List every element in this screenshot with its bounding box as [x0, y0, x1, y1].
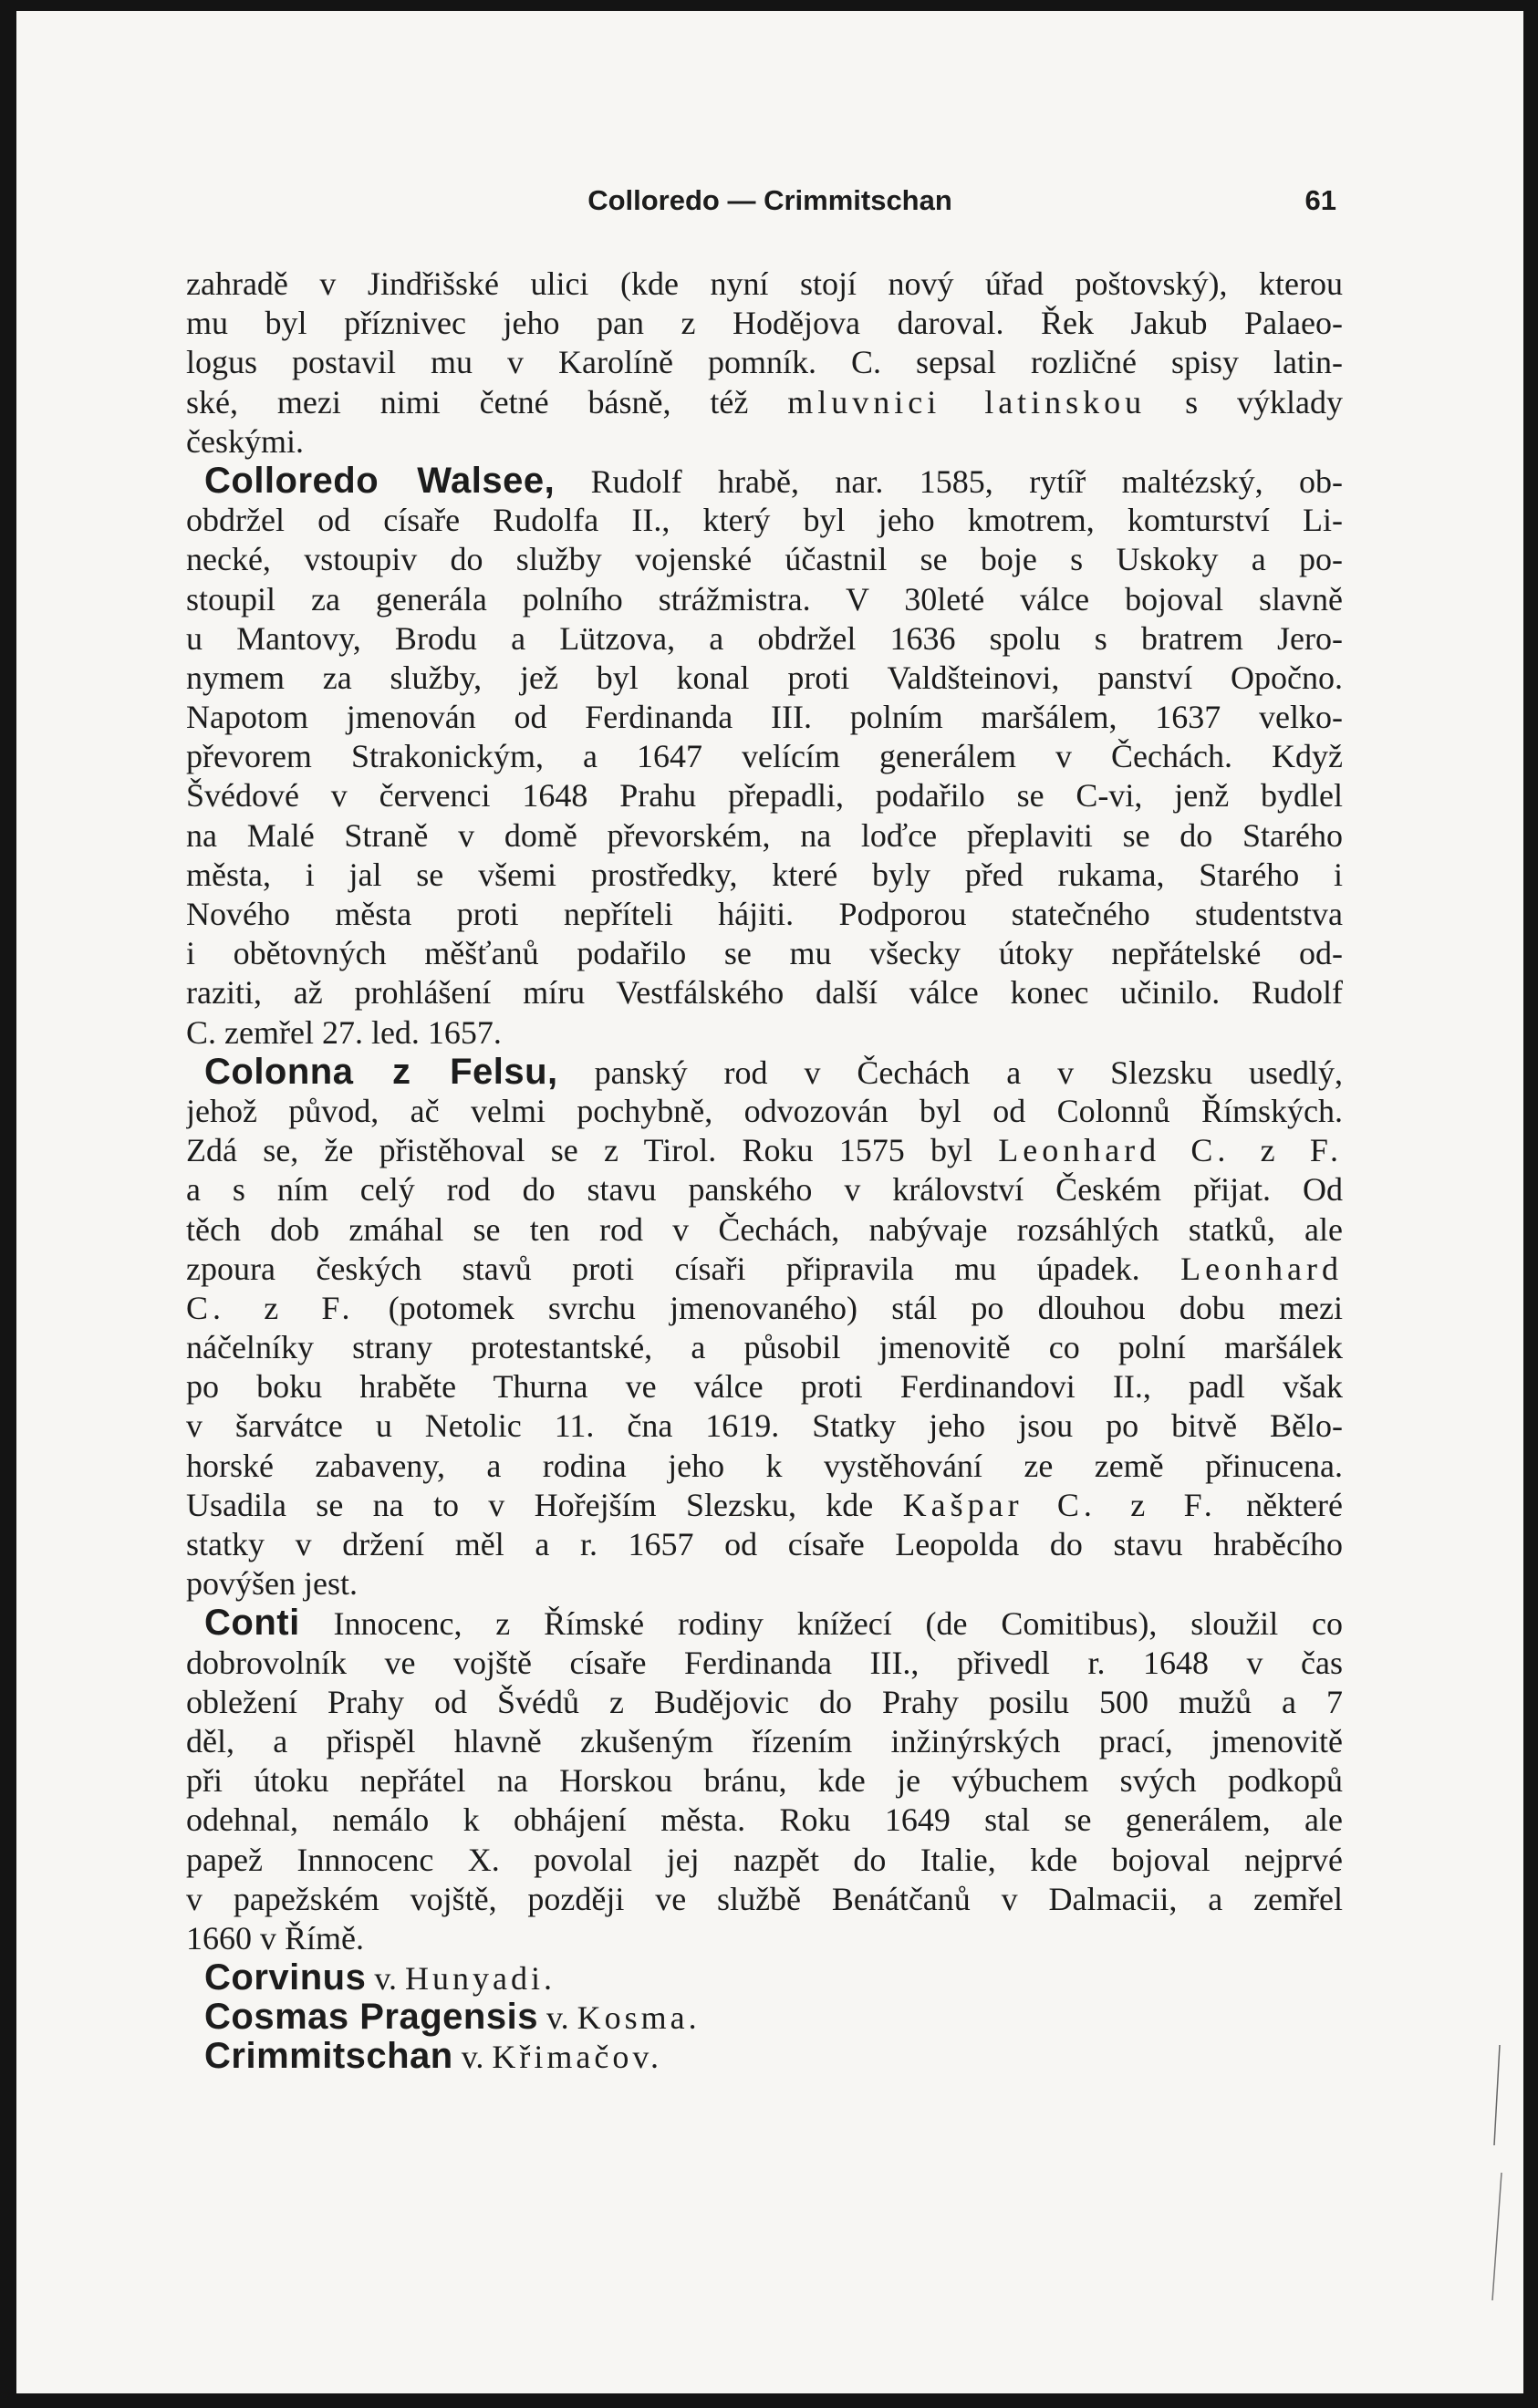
text-line: v papežském vojště, později ve službě Benátčanů v Dalmacii, a zemřel: [186, 1880, 1343, 1917]
text-line: logus postavil mu v Karolíně pomník. C. sepsal rozličné spisy latin-: [186, 344, 1343, 381]
text-line: statky v držení měl a r. 1657 od císaře Leopolda do stavu hraběcího: [186, 1526, 1343, 1562]
text-line: Švédové v červenci 1648 Prahu přepadli, podařilo se C-vi, jenž bydlel: [186, 777, 1343, 815]
text-line: obležení Prahy od Švédů z Budějovic do Prahy posilu 500 mužů a 7: [186, 1683, 1343, 1720]
text-line: zpoura českých stavů proti císaři připravila mu úpadek. Leonhard: [186, 1250, 1343, 1287]
entry-colonna: Colonna z Felsu, panský rod v Čechách a v Slezsku usedlý,: [204, 1052, 1343, 1092]
headword: Cosmas Pragensis: [204, 1998, 538, 2038]
text-line: dobrovolník ve vojště císaře Ferdinanda III., přivedl r. 1648 v čas: [186, 1644, 1343, 1681]
headword: Colloredo Walsee,: [204, 461, 556, 501]
text-line: stoupil za generála polního strážmistra. V 30leté válce bojoval slavně: [186, 580, 1343, 618]
text-line: 1660 v Římě.: [186, 1919, 364, 1956]
book-page: [16, 11, 1523, 2393]
entry-cosmas: Cosmas Pragensis v. Kosma.: [204, 1998, 701, 2038]
page-header: [16, 184, 1523, 230]
text-line: obdržel od císaře Rudolfa II., který byl jeho kmotrem, komturství Li-: [186, 502, 1343, 539]
text-line: odehnal, nemálo k obhájení města. Roku 1649 stal se generálem, ale: [186, 1801, 1343, 1839]
text-line: ské, mezi nimi četné básně, též mluvnici latinskou s výklady: [186, 383, 1343, 420]
text-line: českými.: [186, 422, 304, 460]
text-line: i obětovných měšťanů podařilo se mu všecky útoky nepřátelské od-: [186, 935, 1343, 972]
entry-conti: Conti Innocenc, z Římské rodiny knížecí (de Comitibus), sloužil co: [204, 1604, 1343, 1644]
headword: Colonna z Felsu,: [204, 1052, 558, 1092]
text-line: po boku hraběte Thurna ve válce proti Ferdinandovi II., padl však: [186, 1368, 1343, 1406]
spaced-text: Leonhard: [1180, 1250, 1343, 1287]
headword: Conti: [204, 1604, 300, 1644]
entry-crimmitschan: Crimmitschan v. Křimačov.: [204, 2037, 663, 2077]
text-line: města, i jal se všemi prostředky, které byly před rukama, Starého i: [186, 856, 1343, 893]
margin-pencil-marks: [1481, 2036, 1509, 2309]
text-line: při útoku nepřátel na Horskou bránu, kde je výbuchem svých podkopů: [186, 1762, 1343, 1800]
spaced-text: Leonhard C. z F.: [998, 1132, 1343, 1169]
text-line: C. z F. (potomek svrchu jmenovaného) stál po dlouhou dobu mezi: [186, 1289, 1343, 1326]
cross-reference: Kosma.: [577, 1999, 701, 2037]
entry-colloredo-walsee: Colloredo Walsee, Rudolf hrabě, nar. 1585, rytíř maltézský, ob-: [204, 461, 1343, 501]
headword: Corvinus: [204, 1958, 367, 1998]
text-line: převorem Strakonickým, a 1647 velícím generálem v Čechách. Když: [186, 738, 1343, 775]
text-line: těch dob zmáhal se ten rod v Čechách, nabývaje rozsáhlých statků, ale: [186, 1210, 1343, 1248]
text-line: C. zemřel 27. led. 1657.: [186, 1013, 502, 1051]
cross-reference: Hunyadi.: [405, 1960, 556, 1998]
text-line: Nového města proti nepříteli hájiti. Podporou statečného studentstva: [186, 896, 1343, 932]
text-line: náčelníky strany protestantské, a působil jmenovitě co polní maršálek: [186, 1329, 1343, 1366]
text-line: mu byl příznivec jeho pan z Hodějova daroval. Řek Jakub Palaeo-: [186, 305, 1343, 342]
spaced-text: Kašpar C. z F.: [902, 1486, 1217, 1523]
text-line: papež Innnocenc X. povolal jej nazpět do Italie, kde bojoval nejprvé: [186, 1841, 1343, 1878]
page-number: 61: [1304, 184, 1336, 216]
dictionary-text: [186, 265, 1343, 2077]
text-line: Zdá se, že přistěhoval se z Tirol. Roku 1575 byl Leonhard C. z F.: [186, 1132, 1343, 1169]
spaced-text: mluvnici latinskou: [787, 383, 1147, 420]
running-title: Colloredo — Crimmitschan: [587, 184, 952, 216]
text-line: v šarvátce u Netolic 11. čna 1619. Statky jeho jsou po bitvě Bělo-: [186, 1407, 1343, 1445]
text-line: horské zabaveny, a rodina jeho k vystěhování ze země přinucena.: [186, 1447, 1343, 1484]
text-line: u Mantovy, Brodu a Lützova, a obdržel 1636 spolu s bratrem Jero-: [186, 619, 1343, 657]
text-line: Usadila se na to v Hořejším Slezsku, kde Kašpar C. z F. některé: [186, 1486, 1343, 1523]
text-line: na Malé Straně v domě převorském, na loďce přeplaviti se do Starého: [186, 816, 1343, 854]
headword: Crimmitschan: [204, 2037, 453, 2077]
text-line: raziti, až prohlášení míru Vestfálského další válce konec učinilo. Rudolf: [186, 974, 1343, 1012]
text-line: děl, a přispěl hlavně zkušeným řízením inžinýrských prací, jmenovitě: [186, 1722, 1343, 1759]
text-line: a s ním celý rod do stavu panského v království Českém přijat. Od: [186, 1171, 1343, 1209]
text-line: povýšen jest.: [186, 1565, 358, 1603]
text-line: jehož původ, ač velmi pochybně, odvozován byl od Colonnů Římských.: [186, 1092, 1343, 1129]
text-line: necké, vstoupiv do služby vojenské účastnil se boje s Uskoky a po-: [186, 541, 1343, 578]
entry-corvinus: Corvinus v. Hunyadi.: [204, 1958, 556, 1998]
text-line: zahradě v Jindřišské ulici (kde nyní stojí nový úřad poštovský), kterou: [186, 265, 1343, 302]
spaced-text: C. z F.: [186, 1289, 355, 1326]
text-line: nymem za služby, jež byl konal proti Valdšteinovi, panství Opočno.: [186, 659, 1343, 696]
cross-reference: Křimačov.: [492, 2039, 663, 2076]
text-line: Napotom jmenován od Ferdinanda III. polním maršálem, 1637 velko-: [186, 699, 1343, 736]
